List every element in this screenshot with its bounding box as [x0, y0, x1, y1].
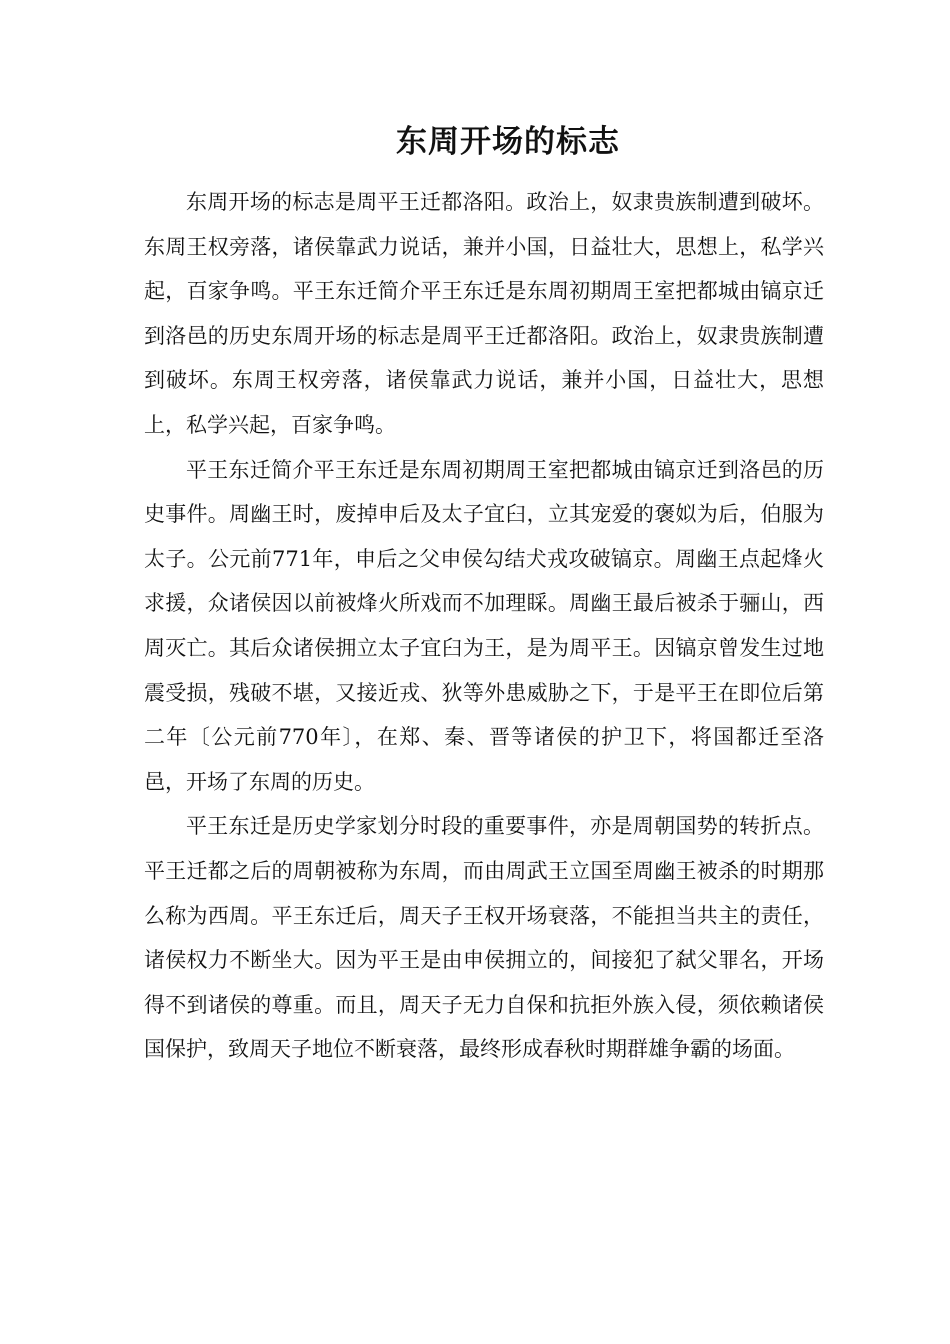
paragraph-2: 平王东迁简介平王东迁是东周初期周王室把都城由镐京迁到洛邑的历史事件。周幽王时，废掉申后及太子宜臼，立其宠爱的褒姒为后，伯服为太子。公元前771年，申后之父申侯勾结犬戎攻破镐京。周幽王点起烽火求援，众诸侯因以前被烽火所戏而不加理睬。周幽王最后被杀于骊山，西周灭亡。其后众诸侯拥立太子宜臼为王，是为周平王。因镐京曾发生过地震受损，残破不堪，又接近戎、狄等外患威胁之下，于是平王在即位后第二年〔公元前770年〕，在郑、秦、晋等诸侯的护卫下，将国都迁至洛邑，开场了东周的历史。 — [144, 457, 824, 794]
paragraph-1: 东周开场的标志是周平王迁都洛阳。政治上，奴隶贵族制遭到破坏。东周王权旁落，诸侯靠武力说话，兼并小国，日益壮大，思想上，私学兴起，百家争鸣。平王东迁简介平王东迁是东周初期周王室把都城由镐京迁到洛邑的历史东周开场的标志是周平王迁都洛阳。政治上，奴隶贵族制遭到破坏。东周王权旁落，诸侯靠武力说话，兼并小国，日益壮大，思想上，私学兴起，百家争鸣。 — [144, 190, 824, 437]
document-body — [144, 180, 824, 1072]
paragraph-3: 平王东迁是历史学家划分时段的重要事件，亦是周朝国势的转折点。平王迁都之后的周朝被称为东周，而由周武王立国至周幽王被杀的时期那么称为西周。平王东迁后，周天子王权开场衰落，不能担当共主的责任，诸侯权力不断坐大。因为平王是由申侯拥立的，间接犯了弑父罪名，开场得不到诸侯的尊重。而且，周天子无力自保和抗拒外族入侵，须依赖诸侯国保护，致周天子地位不断衰落，最终形成春秋时期群雄争霸的场面。 — [144, 814, 824, 1062]
page-title: 东周开场的标志 — [396, 124, 620, 160]
